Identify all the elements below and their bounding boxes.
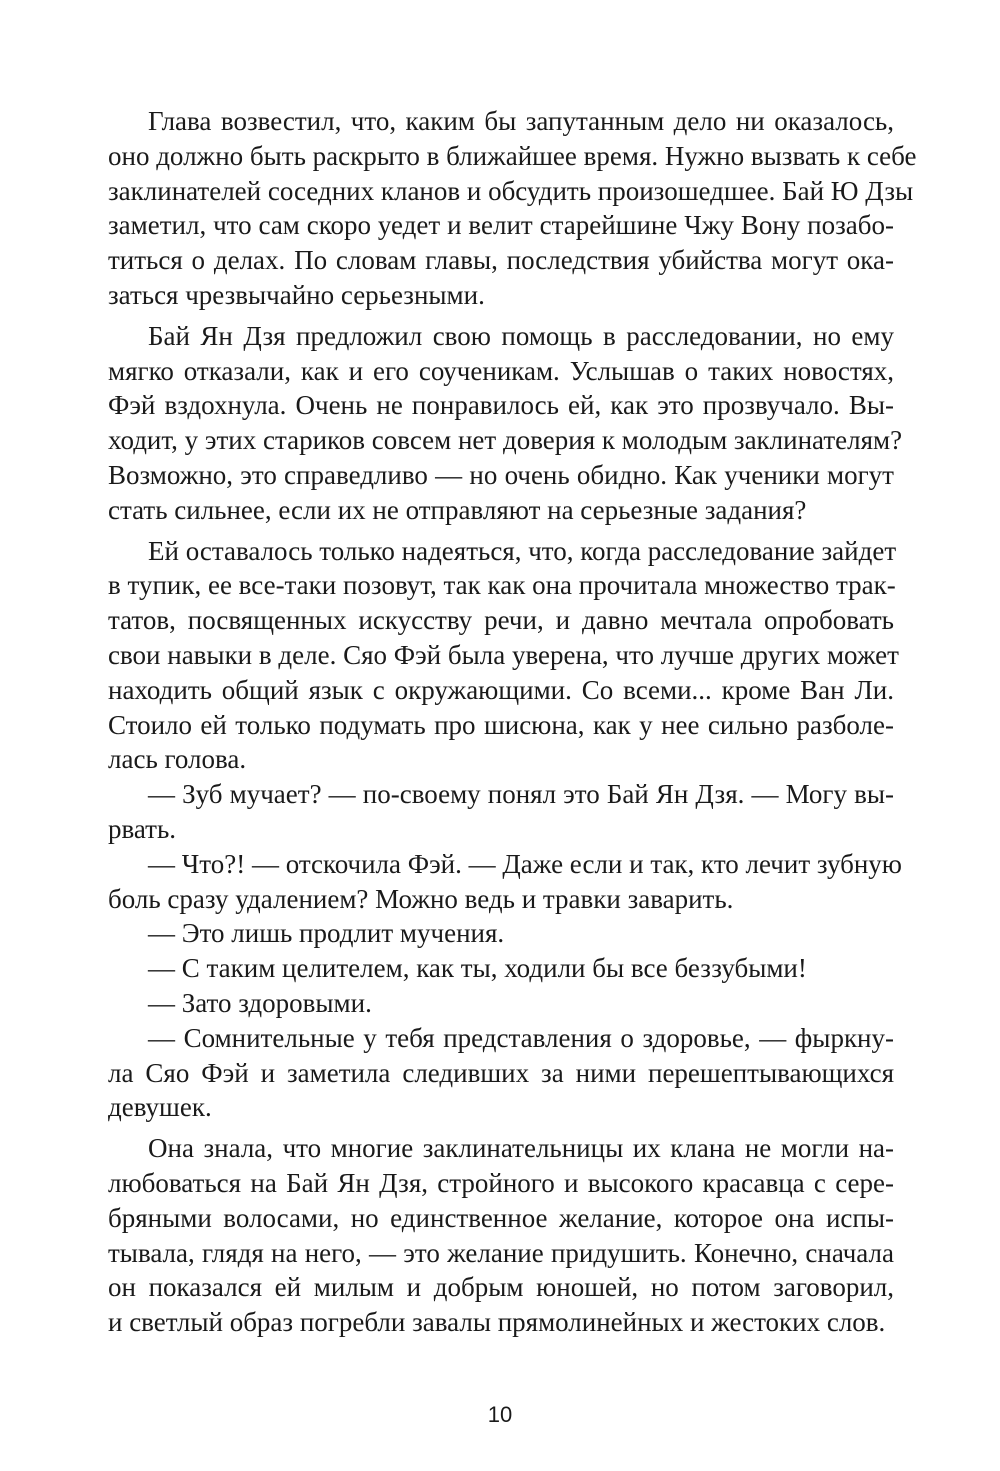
paragraph	[108, 319, 903, 528]
text-line: — Зуб мучает? — по-своему понял это Бай Ян Дзя. — Могу вы-	[148, 779, 894, 810]
text-line: Возможно, это справедливо — но очень обидно. Как ученики могут	[108, 459, 894, 490]
text-line: заметил, что сам скоро уедет и велит старейшине Чжу Вону позабо-	[108, 210, 894, 241]
text-line: мягко отказали, как и его соученикам. Услышав о таких новостях,	[108, 355, 894, 386]
text-line: любоваться на Бай Ян Дзя, стройного и высокого красавца с сере-	[108, 1167, 894, 1198]
text-line: Ей оставалось только надеяться, что, когда расследование зайдет	[148, 535, 897, 566]
paragraph	[108, 916, 894, 951]
paragraph	[108, 1131, 894, 1340]
text-line: — С таким целителем, как ты, ходили бы все беззубыми!	[148, 953, 807, 984]
text-line: — Зато здоровыми.	[148, 987, 372, 1018]
text-line: бряными волосами, но единственное желание, которое она испы-	[108, 1202, 894, 1233]
text-line: Фэй вздохнула. Очень не понравилось ей, как это прозвучало. Вы-	[108, 390, 894, 421]
paragraph	[108, 951, 894, 986]
text-line: татов, посвященных искусству речи, и давно мечтала опробовать	[108, 605, 894, 636]
text-line: титься о делах. По словам главы, последствия убийства могут ока-	[108, 245, 894, 276]
text-line: Глава возвестил, что, каким бы запутанным дело ни оказалось,	[148, 106, 894, 136]
text-line: и светлый образ погребли завалы прямолинейных и жестоких слов.	[108, 1307, 886, 1338]
paragraph	[108, 847, 902, 917]
paragraph	[108, 1021, 894, 1125]
text-line: лась голова.	[108, 744, 247, 775]
paragraph	[108, 777, 894, 847]
text-line: Она знала, что многие заклинательницы их клана не могли на-	[148, 1133, 894, 1164]
text-line: девушек.	[108, 1092, 212, 1123]
text-line: заклинателей соседних кланов и обсудить произошедшее. Бай Ю Дзы	[108, 175, 914, 206]
text-line: стать сильнее, если их не отправляют на серьезные задания?	[108, 494, 807, 525]
page-number: 10	[487, 1402, 513, 1427]
text-line: заться чрезвычайно серьезными.	[108, 279, 485, 310]
text-line: ла Сяо Фэй и заметила следивших за ними перешептывающихся	[108, 1057, 894, 1088]
text-line: — Что?! — отскочила Фэй. — Даже если и так, кто лечит зубную	[148, 848, 902, 879]
text-line: он показался ей милым и добрым юношей, но потом заговорил,	[108, 1272, 894, 1303]
text-line: находить общий язык с окружающими. Со всеми... кроме Ван Ли.	[108, 674, 894, 705]
text-line: Бай Ян Дзя предложил свою помощь в расследовании, но ему	[148, 320, 894, 351]
text-line: — Это лишь продлит мучения.	[148, 918, 505, 949]
paragraph	[108, 534, 899, 778]
text-line: в тупик, ее все-таки позовут, так как она прочитала множество трак-	[108, 570, 896, 601]
text-line: боль сразу удалением? Можно ведь и травки заварить.	[108, 883, 734, 914]
text-line: свои навыки в деле. Сяо Фэй была уверена, что лучше других может	[108, 639, 899, 670]
text-line: оно должно быть раскрыто в ближайшее время. Нужно вызвать к себе	[108, 140, 917, 171]
text-line: — Сомнительные у тебя представления о здоровье, — фыркну-	[148, 1022, 894, 1053]
paragraph	[108, 986, 894, 1021]
text-line: рвать.	[108, 813, 177, 844]
page-body	[108, 104, 917, 1340]
text-line: ходит, у этих стариков совсем нет доверия к молодым заклинателям?	[108, 425, 903, 456]
text-line: Стоило ей только подумать про шисюна, как у нее сильно разболе-	[108, 709, 894, 740]
paragraph	[108, 104, 917, 313]
text-line: тывала, глядя на него, — это желание придушить. Конечно, сначала	[108, 1237, 894, 1268]
